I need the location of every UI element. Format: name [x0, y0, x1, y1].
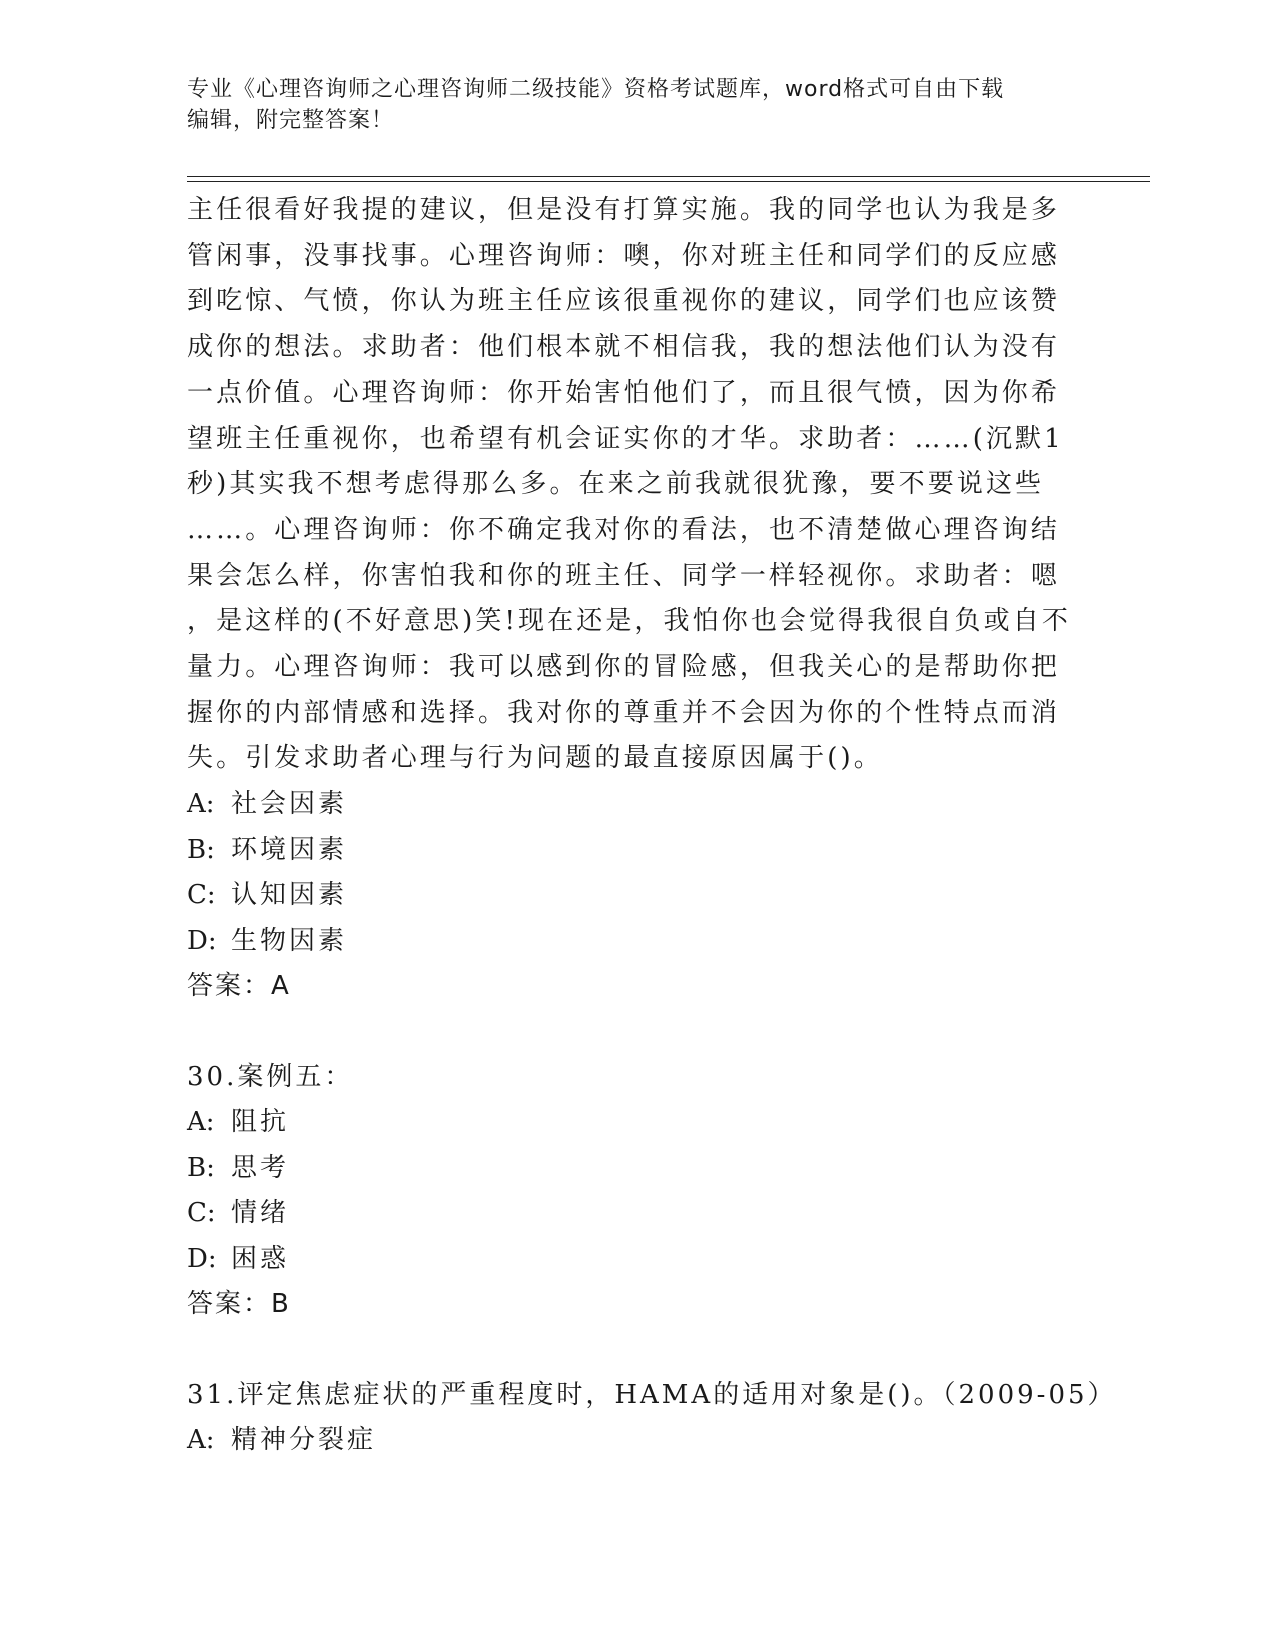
- option-text: 认知因素: [231, 880, 348, 911]
- option-text: 精神分裂症: [231, 1425, 377, 1456]
- passage-line: 量力。心理咨询师：我可以感到你的冒险感，但我关心的是帮助你把: [187, 652, 1061, 683]
- header-line-2: 编辑，附完整答案！: [187, 108, 395, 133]
- option-key: D:: [187, 1243, 217, 1274]
- main-content: [187, 188, 1117, 1464]
- header-line-1: 专业《心理咨询师之心理咨询师二级技能》资格考试题库，word格式可自由下载: [187, 77, 1005, 102]
- option-text: 思考: [231, 1152, 290, 1183]
- option-c: [187, 873, 1087, 919]
- passage-line: 秒)其实我不想考虑得那么多。在来之前我就很犹豫，要不要说这些: [187, 469, 1045, 500]
- option-key: D:: [187, 925, 217, 956]
- option-key: B:: [187, 1152, 215, 1183]
- passage-line: 成你的想法。求助者：他们根本就不相信我，我的想法他们认为没有: [187, 332, 1061, 363]
- q29-options: [187, 782, 1087, 1010]
- question-title: 30.案例五：: [187, 1061, 354, 1092]
- option-a: [187, 1418, 1087, 1464]
- option-text: 生物因素: [231, 925, 348, 956]
- spacer: [187, 1328, 1087, 1373]
- option-d: [187, 1237, 1087, 1283]
- option-key: A:: [187, 1425, 215, 1456]
- option-text: 情绪: [231, 1198, 290, 1229]
- option-text: 阻抗: [231, 1107, 290, 1138]
- spacer: [187, 1010, 1087, 1055]
- passage-line: 主任很看好我提的建议，但是没有打算实施。我的同学也认为我是多: [187, 195, 1061, 225]
- passage-line: ……。心理咨询师：你不确定我对你的看法，也不清楚做心理咨询结: [187, 514, 1061, 545]
- option-key: C:: [187, 1198, 216, 1229]
- answer-line: 答案：B: [187, 1289, 291, 1320]
- passage-line: 管闲事，没事找事。心理咨询师：噢，你对班主任和同学们的反应感: [187, 240, 1061, 271]
- passage-line: 一点价值。心理咨询师：你开始害怕他们了，而且很气愤，因为你希: [187, 377, 1061, 408]
- option-key: C:: [187, 880, 216, 911]
- option-text: 困惑: [231, 1243, 290, 1274]
- option-text: 社会因素: [231, 789, 348, 820]
- header-rule-bottom: [187, 181, 1150, 182]
- passage-line: 到吃惊、气愤，你认为班主任应该很重视你的建议，同学们也应该赞: [187, 286, 1061, 317]
- option-key: A:: [187, 1107, 215, 1138]
- passage-line: 果会怎么样，你害怕我和你的班主任、同学一样轻视你。求助者：嗯: [187, 560, 1061, 591]
- answer-line: 答案：A: [187, 971, 291, 1002]
- question-30: [187, 1055, 1087, 1328]
- option-b: [187, 1146, 1087, 1192]
- option-a: [187, 782, 1087, 828]
- option-key: B:: [187, 834, 215, 865]
- case-passage: [187, 188, 1087, 782]
- passage-line: 失。引发求助者心理与行为问题的最直接原因属于()。: [187, 743, 883, 774]
- option-c: [187, 1191, 1087, 1237]
- page-header: [187, 74, 1067, 136]
- option-key: A:: [187, 789, 215, 820]
- question-31: [187, 1373, 1117, 1464]
- option-b: [187, 828, 1087, 874]
- question-title: 31.评定焦虑症状的严重程度时，HAMA的适用对象是()。（2009-05）: [187, 1379, 1117, 1410]
- passage-line: 握你的内部情感和选择。我对你的尊重并不会因为你的个性特点而消: [187, 697, 1061, 728]
- option-text: 环境因素: [231, 834, 348, 865]
- option-a: [187, 1100, 1087, 1146]
- header-rule-top: [187, 176, 1150, 177]
- option-d: [187, 919, 1087, 965]
- passage-line: ，是这样的(不好意思)笑!现在还是，我怕你也会觉得我很自负或自不: [187, 606, 1071, 637]
- passage-line: 望班主任重视你，也希望有机会证实你的才华。求助者：……(沉默1: [187, 423, 1064, 454]
